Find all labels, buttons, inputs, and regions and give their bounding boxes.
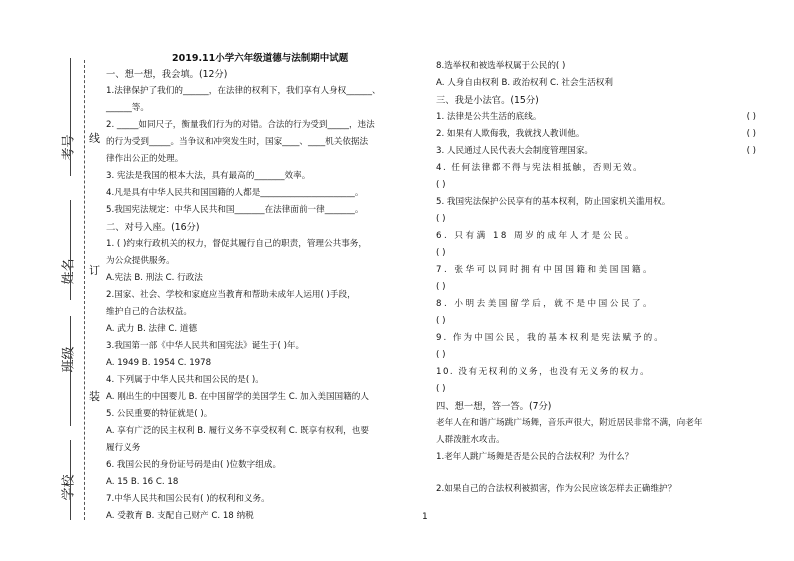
judge-text: 5. 我国宪法保护公民享有的基本权利，防止国家机关滥用权。 (436, 197, 671, 207)
judge-text: 8. 小明去美国留学后，就不是中国公民了。 (436, 299, 655, 309)
question-line: 的行为受到_____。当争议和冲突发生时，国家____、____机关依据法 (106, 137, 369, 147)
question-line: 2.国家、社会、学校和家庭应当教育和帮助未成年人运用( )手段， (106, 290, 356, 300)
question-line: 1.老年人跳广场舞是否是公民的合法权利？为什么？ (436, 452, 634, 462)
judge-text: 4. 任何法律都不得与宪法相抵触，否则无效。 (436, 163, 644, 173)
question-line: 2. _____如同尺子，衡量我们行为的对错。合法的行为受到_____，违法 (106, 120, 375, 130)
school-label: 学校 (61, 474, 77, 501)
judge-text: 1. 法律是公共生活的底线。 (436, 112, 542, 122)
question-line: 1.法律保护了我们的______，在法律的权利下，我们享有人身权______、 (106, 86, 381, 96)
answer-paren[interactable]: ( ) (436, 248, 446, 258)
right-column (436, 58, 756, 466)
section-heading: 一、想一想，我会填。(12分) (106, 69, 228, 80)
binding-zhuang-char: 装 (89, 390, 100, 403)
binding-dashed-line (84, 60, 85, 520)
exam-number-label: 考号 (61, 134, 77, 161)
option-line: A. 15 B. 16 C. 18 (106, 477, 179, 487)
answer-paren[interactable]: ( ) (746, 146, 756, 156)
answer-paren[interactable]: ( ) (746, 129, 756, 139)
option-line: A. 1949 B. 1954 C. 1978 (106, 358, 212, 368)
answer-paren[interactable]: ( ) (436, 282, 446, 292)
answer-paren[interactable]: ( ) (436, 180, 446, 190)
option-line: A. 享有广泛的民主权利 B. 履行义务不享受权利 C. 既享有权利，也要 (106, 426, 369, 436)
page-title: 2019.11小学六年级道德与法制期中试题 (172, 53, 349, 64)
question-line: 为公众提供服务。 (106, 256, 175, 266)
answer-paren[interactable]: ( ) (746, 112, 756, 122)
name-label: 姓名 (61, 258, 77, 285)
question-line: 4. 下列属于中华人民共和国公民的是( )。 (106, 375, 264, 385)
question-line: 5.我国宪法规定：中华人民共和国_______在法律面前一律_______。 (106, 205, 364, 215)
answer-paren[interactable]: ( ) (436, 384, 446, 394)
option-line: A.宪法 B. 刑法 C. 行政法 (106, 273, 203, 283)
judge-item (436, 143, 756, 160)
question-line: ______等。 (106, 103, 149, 113)
option-line: A. 受教育 B. 支配自己财产 C. 18 纳税 (106, 511, 254, 521)
page-number: 1 (422, 512, 428, 522)
question-line: 6. 我国公民的身份证号码是由( )位数字组成。 (106, 460, 282, 470)
judge-text: 9. 作为中国公民，我的基本权利是宪法赋予的。 (436, 333, 665, 343)
binding-xian-char: 线 (89, 132, 100, 145)
section-heading: 二、对号入座。(16分) (106, 222, 200, 233)
question-line: 维护自己的合法权益。 (106, 307, 192, 317)
section-heading: 四、想一想，答一答。(7分) (436, 401, 552, 412)
left-column (106, 66, 424, 525)
question-line: 5. 公民重要的特征就是( )。 (106, 409, 213, 419)
question-line: 2.如果自己的合法权利被损害，作为公民应该怎样去正确维护？ (436, 484, 677, 494)
judge-text: 7. 张华可以同时拥有中国国籍和美国国籍。 (436, 265, 655, 275)
answer-paren[interactable]: ( ) (436, 350, 446, 360)
answer-paren[interactable]: ( ) (436, 214, 446, 224)
question-line: 3. 宪法是我国的根本大法，具有最高的_______效率。 (106, 171, 311, 181)
question-line: 人群泼脏水攻击。 (436, 435, 505, 445)
answer-paren[interactable]: ( ) (436, 316, 446, 326)
school-write-line (70, 440, 71, 520)
question-line: 7.中华人民共和国公民有( )的权利和义务。 (106, 494, 270, 504)
judge-item (436, 126, 756, 143)
judge-text: 3. 人民通过人民代表大会制度管理国家。 (436, 146, 594, 156)
judge-item (436, 109, 756, 126)
binding-ding-char: 订 (89, 264, 100, 277)
section-heading: 三、我是小法官。(15分) (436, 95, 539, 106)
judge-text: 10. 没有无权利的义务，也没有无义务的权力。 (436, 367, 651, 377)
question-line: 8.选举权和被选举权属于公民的( ) (436, 61, 566, 71)
class-write-line (70, 316, 71, 426)
name-write-line-2 (70, 200, 71, 300)
option-line: A. 刚出生的中国婴儿 B. 在中国留学的美国学生 C. 加入美国国籍的人 (106, 392, 369, 402)
question-line: 律作出公正的处理。 (106, 154, 184, 164)
judge-text: 2. 如果有人欺侮我，我就找人教训他。 (436, 129, 585, 139)
question-line: 3.我国第一部《中华人民共和国宪法》诞生于( )年。 (106, 341, 305, 351)
option-line: A. 武力 B. 法律 C. 道德 (106, 324, 198, 334)
judge-text: 6. 只有满 18 周岁的成年人才是公民。 (436, 231, 637, 241)
class-label: 班级 (61, 346, 77, 373)
option-line: A. 人身自由权利 B. 政治权利 C. 社会生活权利 (436, 78, 613, 88)
question-line: 4.凡是具有中华人民共和国国籍的人都是______________________。 (106, 188, 364, 198)
option-line: 履行义务 (106, 443, 141, 453)
name-write-line (70, 58, 71, 176)
question-line: 老年人在和谐广场跳广场舞，音乐声很大，附近居民非常不满，向老年 (436, 418, 703, 428)
question-line: 1. ( )约束行政机关的权力，督促其履行自己的职责，管理公共事务， (106, 239, 367, 249)
